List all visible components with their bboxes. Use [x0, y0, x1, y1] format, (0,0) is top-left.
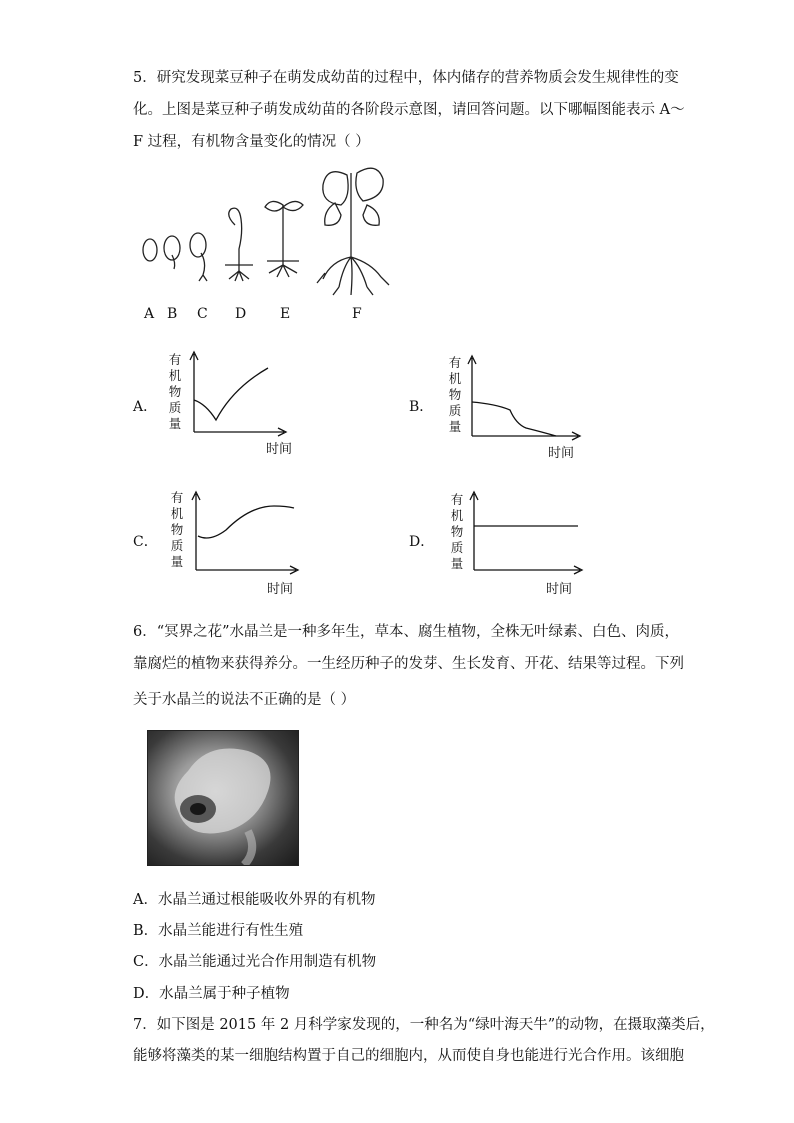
x-axis — [196, 566, 298, 574]
seed-c — [190, 233, 206, 257]
x-axis — [474, 566, 582, 574]
option-c-xlabel: 时间 — [267, 582, 294, 597]
crystal-orchid-photo — [147, 730, 299, 866]
q5-line-2: 化。上图是菜豆种子萌发成幼苗的各阶段示意图，请回答问题。以下哪幅图能表示 A～ — [133, 102, 685, 118]
stage-label-c: C — [197, 306, 208, 322]
option-a-label: A． — [133, 399, 158, 415]
q6-choice-a: A．水晶兰通过根能吸收外界的有机物 — [133, 892, 376, 908]
x-axis — [472, 432, 580, 440]
curve-a — [194, 368, 268, 420]
y-axis — [190, 352, 198, 432]
leaf-f-left — [323, 172, 348, 205]
stage-label-a: A — [144, 306, 155, 322]
option-c-graph — [190, 488, 300, 576]
q6-line-3: 关于水晶兰的说法不正确的是（ ） — [133, 692, 356, 708]
stem-d — [229, 208, 242, 271]
option-a-ylabel: 有 机 物 质 量 — [168, 352, 182, 431]
y-axis — [470, 492, 478, 570]
q6-line-2: 靠腐烂的植物来获得养分。一生经历种子的发芽、生长发育、开花、结果等过程。下列 — [133, 656, 684, 672]
curve-b — [472, 402, 556, 436]
stage-label-e: E — [280, 306, 291, 322]
option-b-xlabel: 时间 — [548, 446, 575, 461]
option-d-xlabel: 时间 — [546, 582, 573, 597]
roots-f — [317, 257, 389, 295]
stage-label-b: B — [167, 306, 178, 322]
q7-line-1: 7．如下图是 2015 年 2 月科学家发现的，一种名为“绿叶海天牛”的动物，在摄取藻类后， — [133, 1017, 715, 1033]
q6-choice-c: C．水晶兰能通过光合作用制造有机物 — [133, 954, 377, 970]
q6-line-1: 6．“冥界之花”水晶兰是一种多年生，草本、腐生植物，全株无叶绿素、白色、肉质， — [133, 624, 680, 640]
q5-line-1: 5．研究发现菜豆种子在萌发成幼苗的过程中，体内储存的营养物质会发生规律性的变 — [133, 70, 679, 86]
option-b-graph — [466, 352, 582, 442]
orchid-shape — [148, 731, 298, 865]
seed-germination-illustration — [135, 155, 405, 305]
x-axis — [194, 428, 286, 436]
option-d-label: D． — [409, 534, 435, 550]
y-axis — [192, 492, 200, 570]
q6-choice-d: D．水晶兰属于种子植物 — [133, 986, 290, 1002]
option-a-xlabel: 时间 — [266, 442, 293, 457]
stage-label-f: F — [352, 306, 362, 322]
option-c-ylabel: 有 机 物 质 量 — [170, 490, 184, 569]
option-c-label: C． — [133, 534, 158, 550]
leaf-f-lower-left — [325, 203, 341, 225]
seed-a — [143, 239, 157, 261]
q6-choice-b: B．水晶兰能进行有性生殖 — [133, 923, 304, 939]
leaf-f-right — [356, 168, 383, 201]
radicle-b — [172, 255, 175, 269]
curve-c — [198, 506, 294, 538]
q7-line-2: 能够将藻类的某一细胞结构置于自己的细胞内，从而使自身也能进行光合作用。该细胞 — [133, 1048, 684, 1064]
option-b-ylabel: 有 机 物 质 量 — [448, 355, 462, 434]
leaf-f-lower-right — [363, 205, 379, 225]
option-a-graph — [188, 348, 288, 438]
option-d-ylabel: 有 机 物 质 量 — [450, 492, 464, 571]
stage-label-d: D — [235, 306, 247, 322]
option-b-label: B． — [409, 399, 434, 415]
option-d-graph — [468, 488, 584, 576]
leaves-e — [265, 201, 303, 211]
q5-line-3: F 过程，有机物含量变化的情况（ ） — [133, 134, 370, 150]
y-axis — [468, 356, 476, 436]
